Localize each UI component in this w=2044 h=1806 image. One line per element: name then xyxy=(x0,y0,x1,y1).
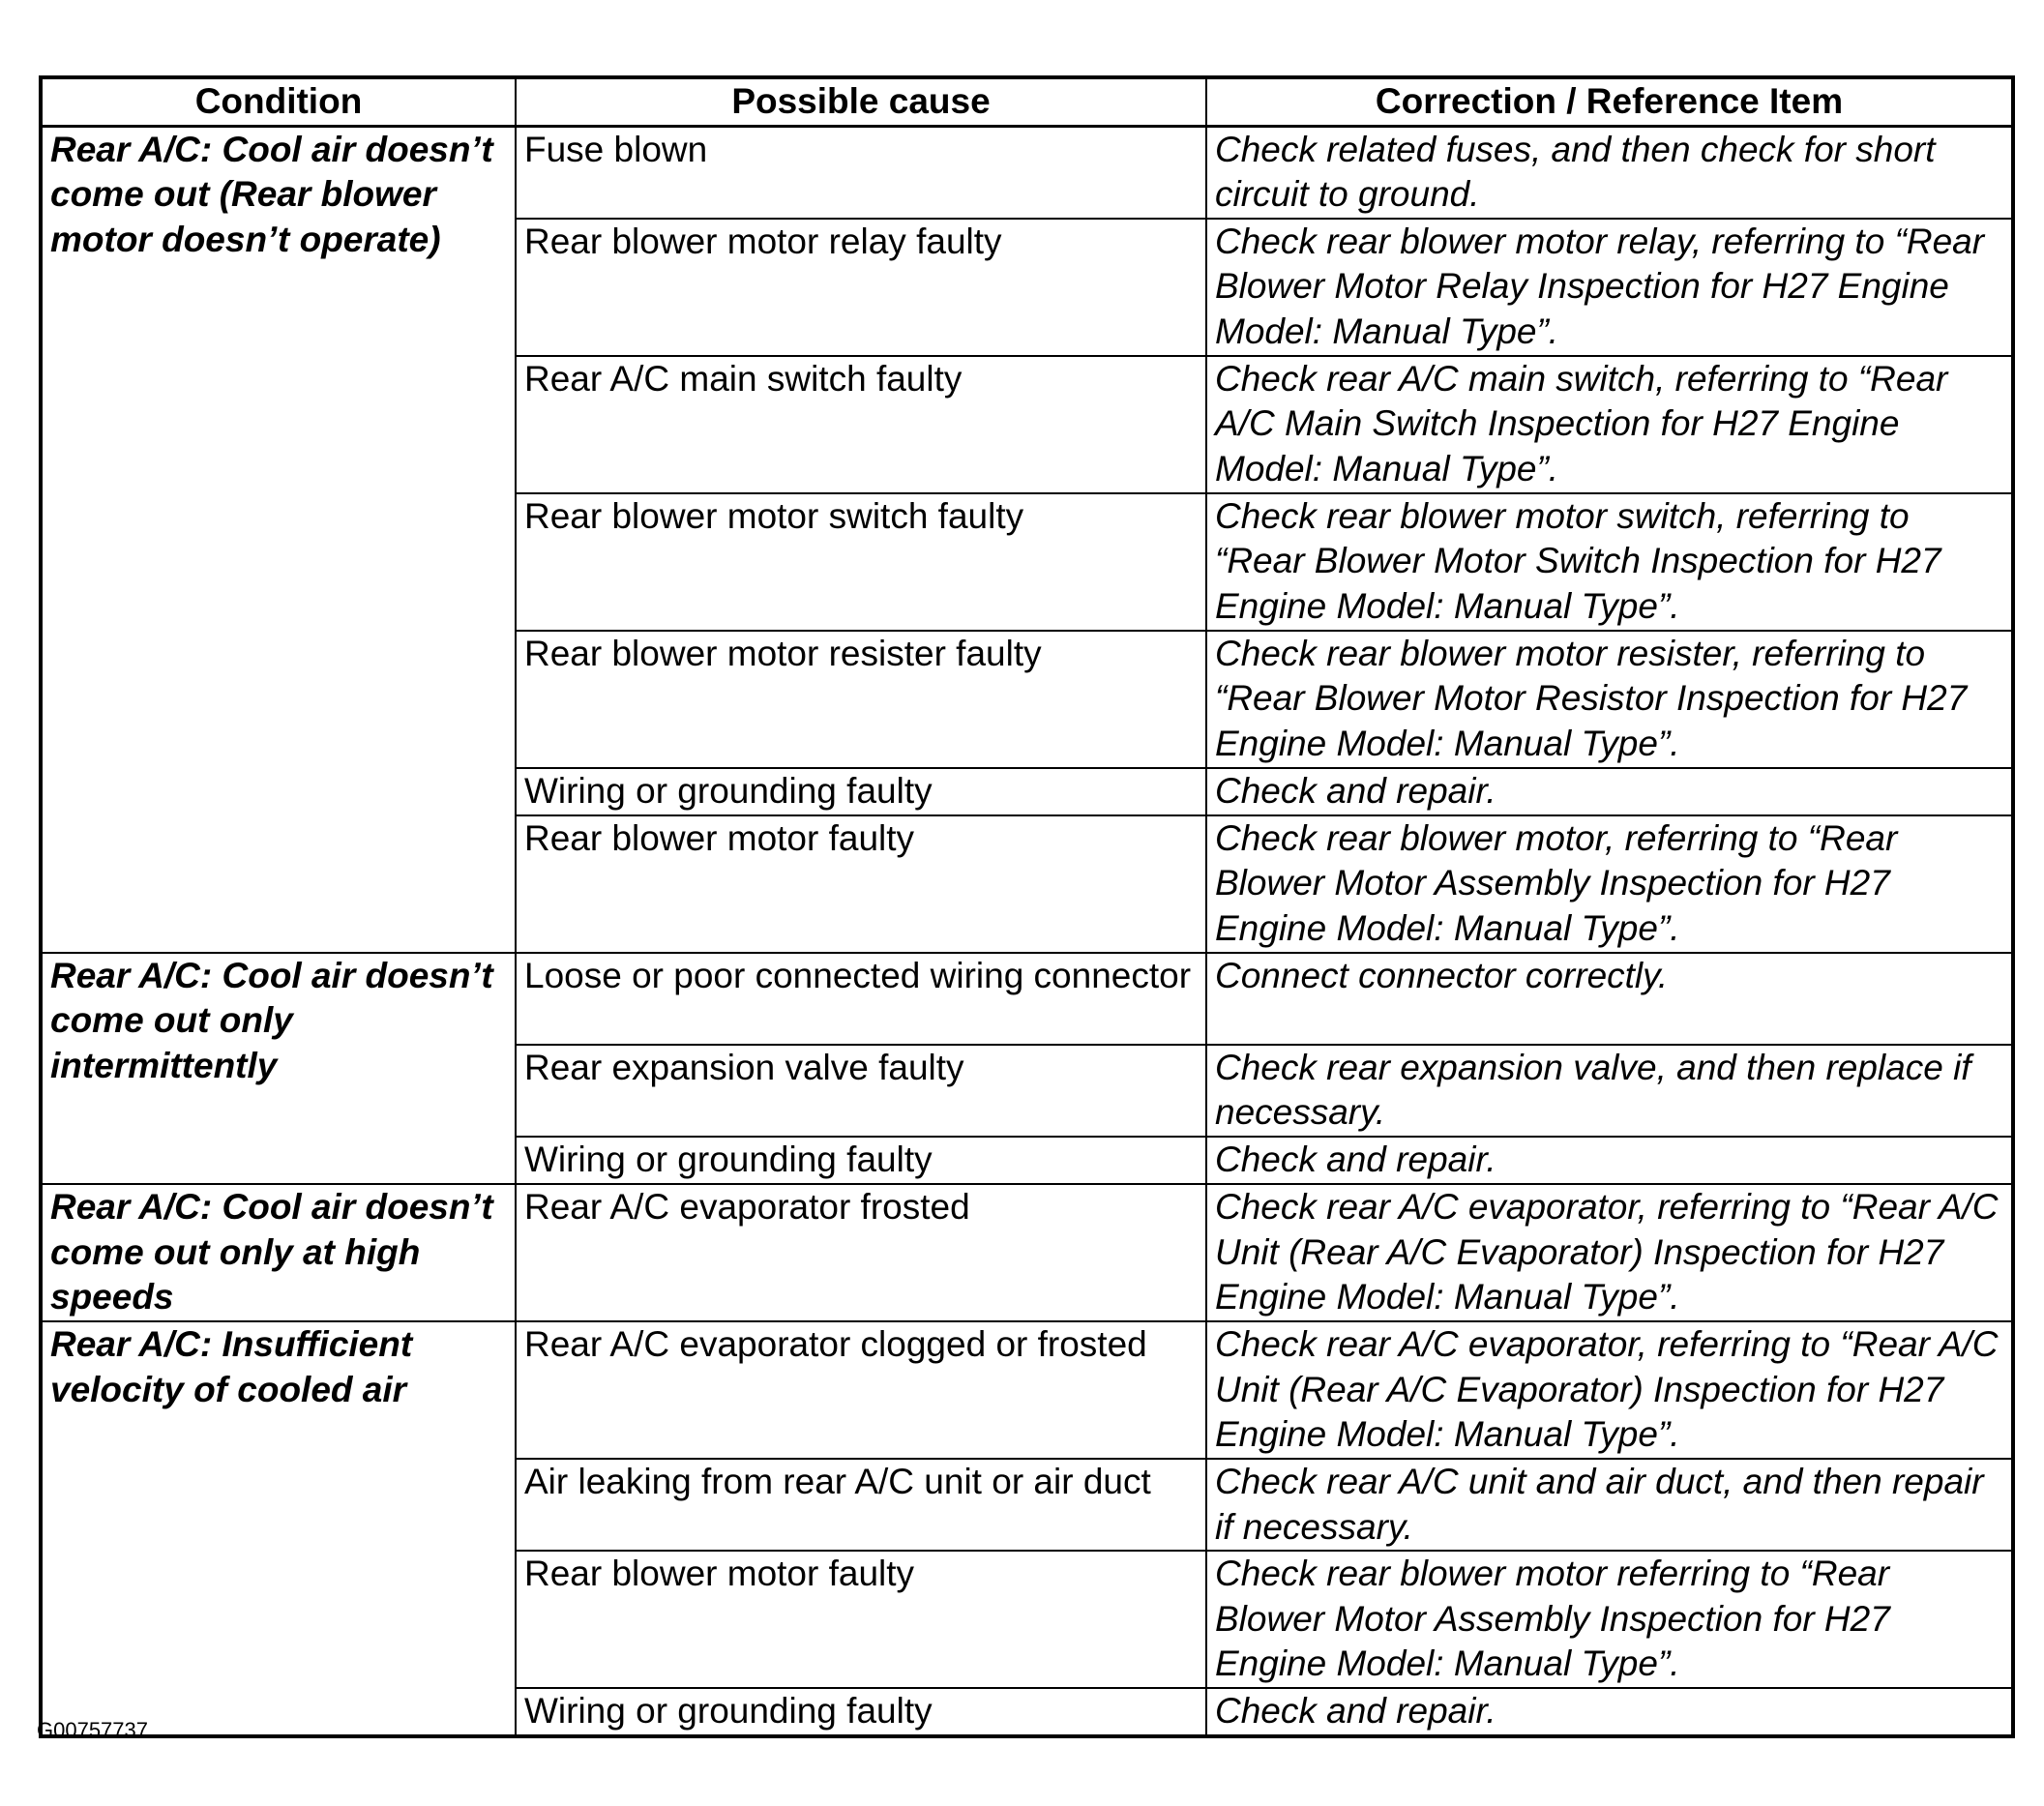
figure-id-label: G00757737 xyxy=(37,1718,148,1742)
condition-cell: Rear A/C: Cool air doesn’t come out only intermittently xyxy=(41,953,516,1184)
correction-cell: Check rear blower motor resister, referring to “Rear Blower Motor Resistor Inspection for H27 Engine Model: Manual Type”. xyxy=(1206,631,2013,768)
cause-cell: Rear blower motor resister faulty xyxy=(516,631,1206,768)
table-row xyxy=(41,126,2013,219)
cause-cell: Air leaking from rear A/C unit or air duct xyxy=(516,1459,1206,1551)
correction-cell: Check rear expansion valve, and then replace if necessary. xyxy=(1206,1045,2013,1137)
cause-cell: Rear expansion valve faulty xyxy=(516,1045,1206,1137)
cause-cell: Rear A/C evaporator clogged or frosted xyxy=(516,1321,1206,1459)
header-correction: Correction / Reference Item xyxy=(1206,77,2013,126)
cause-cell: Wiring or grounding faulty xyxy=(516,1688,1206,1736)
correction-cell: Check and repair. xyxy=(1206,1137,2013,1184)
table-row xyxy=(41,953,2013,1045)
table-row xyxy=(41,1184,2013,1321)
correction-cell: Check rear A/C evaporator, referring to “Rear A/C Unit (Rear A/C Evaporator) Inspection for H27 Engine Model: Manual Type”. xyxy=(1206,1184,2013,1321)
cause-cell: Wiring or grounding faulty xyxy=(516,1137,1206,1184)
correction-cell: Check and repair. xyxy=(1206,768,2013,815)
cause-cell: Rear blower motor relay faulty xyxy=(516,219,1206,356)
correction-cell: Check rear A/C main switch, referring to “Rear A/C Main Switch Inspection for H27 Engine Model: Manual Type”. xyxy=(1206,356,2013,493)
correction-cell: Check rear blower motor relay, referring to “Rear Blower Motor Relay Inspection for H27 Engine Model: Manual Type”. xyxy=(1206,219,2013,356)
header-possible-cause: Possible cause xyxy=(516,77,1206,126)
cause-cell: Wiring or grounding faulty xyxy=(516,768,1206,815)
correction-cell: Connect connector correctly. xyxy=(1206,953,2013,1045)
correction-cell: Check rear blower motor referring to “Rear Blower Motor Assembly Inspection for H27 Engine Model: Manual Type”. xyxy=(1206,1551,2013,1688)
correction-cell: Check rear A/C evaporator, referring to “Rear A/C Unit (Rear A/C Evaporator) Inspection for H27 Engine Model: Manual Type”. xyxy=(1206,1321,2013,1459)
correction-cell: Check related fuses, and then check for short circuit to ground. xyxy=(1206,126,2013,219)
cause-cell: Loose or poor connected wiring connector xyxy=(516,953,1206,1045)
header-condition: Condition xyxy=(41,77,516,126)
correction-cell: Check and repair. xyxy=(1206,1688,2013,1736)
condition-cell: Rear A/C: Cool air doesn’t come out (Rear blower motor doesn’t operate) xyxy=(41,126,516,953)
cause-cell: Rear blower motor faulty xyxy=(516,815,1206,953)
correction-cell: Check rear blower motor, referring to “Rear Blower Motor Assembly Inspection for H27 Engine Model: Manual Type”. xyxy=(1206,815,2013,953)
condition-cell: Rear A/C: Cool air doesn’t come out only at high speeds xyxy=(41,1184,516,1321)
cause-cell: Rear blower motor switch faulty xyxy=(516,493,1206,631)
correction-cell: Check rear blower motor switch, referring to “Rear Blower Motor Switch Inspection for H27 Engine Model: Manual Type”. xyxy=(1206,493,2013,631)
cause-cell: Rear blower motor faulty xyxy=(516,1551,1206,1688)
correction-cell: Check rear A/C unit and air duct, and then repair if necessary. xyxy=(1206,1459,2013,1551)
condition-cell: Rear A/C: Insufficient velocity of cooled air xyxy=(41,1321,516,1736)
cause-cell: Rear A/C evaporator frosted xyxy=(516,1184,1206,1321)
cause-cell: Rear A/C main switch faulty xyxy=(516,356,1206,493)
cause-cell: Fuse blown xyxy=(516,126,1206,219)
table-row xyxy=(41,1321,2013,1459)
diagnosis-table xyxy=(39,75,2015,1738)
header-row xyxy=(41,77,2013,126)
